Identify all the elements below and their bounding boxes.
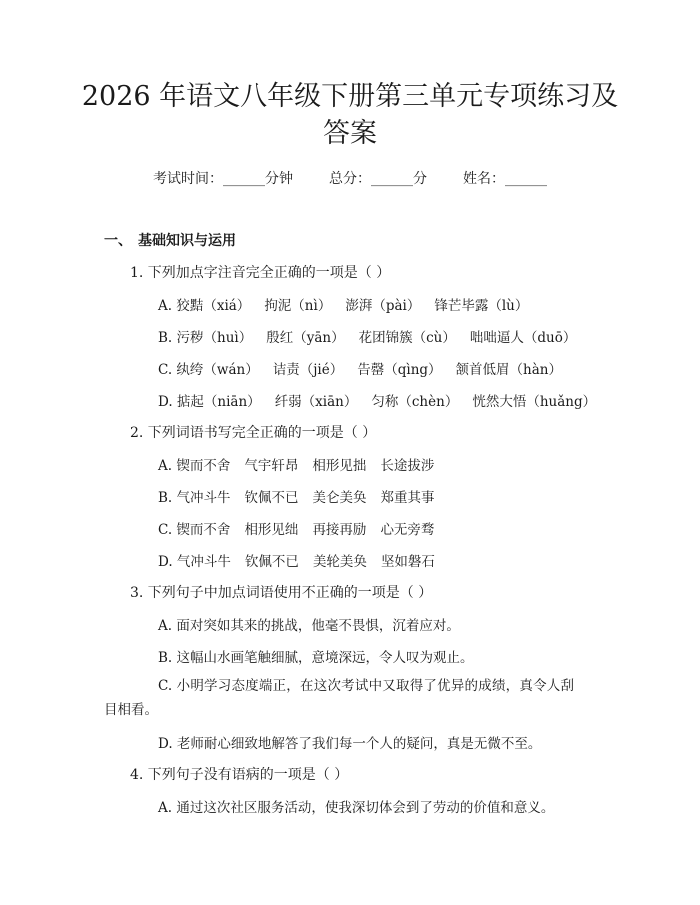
document-title <box>80 78 620 152</box>
exam-time: 考试时间：______分钟 <box>153 171 293 187</box>
question-3-stem: 3. 下列句子中加点词语使用不正确的一项是（ ） <box>130 585 433 601</box>
question-3-option-b: B. 这幅山水画笔触细腻，意境深远，令人叹为观止。 <box>158 650 474 666</box>
question-1-stem: 1. 下列加点字注音完全正确的一项是（ ） <box>130 265 391 281</box>
question-3-option-a: A. 面对突如其来的挑战，他毫不畏惧，沉着应对。 <box>158 618 460 634</box>
question-2-stem: 2. 下列词语书写完全正确的一项是（ ） <box>130 425 377 441</box>
exam-score: 总分：______分 <box>329 171 427 187</box>
question-1-option-c: C. 纨绔（wán） 诘责（jié） 告罄（qìng） 颔首低眉（hàn） <box>158 362 562 378</box>
section-number: 一、 <box>104 233 132 249</box>
question-2-option-b: B. 气冲斗牛 钦佩不已 美仑美奂 郑重其事 <box>158 490 435 506</box>
question-1-option-d: D. 掂起（niān） 纤弱（xiān） 匀称（chèn） 恍然大悟（huǎng） <box>158 394 597 410</box>
question-3-option-c: C. 小明学习态度端正，在这次考试中又取得了优异的成绩，真令人刮目相看。 <box>104 678 574 718</box>
question-4-stem: 4. 下列句子没有语病的一项是（ ） <box>130 767 349 783</box>
section-heading-1 <box>104 230 236 250</box>
title-line-2: 答案 <box>323 118 377 149</box>
question-2-option-a: A. 锲而不舍 气宇轩昂 相形见拙 长途拔涉 <box>158 458 435 474</box>
question-3-option-d: D. 老师耐心细致地解答了我们每一个人的疑问，真是无微不至。 <box>158 736 542 752</box>
question-4-option-a: A. 通过这次社区服务活动，使我深切体会到了劳动的价值和意义。 <box>158 800 555 816</box>
question-1-option-b: B. 污秽（huì） 殷红（yān） 花团锦簇（cù） 咄咄逼人（duō） <box>158 330 577 346</box>
question-2-option-c: C. 锲而不舍 相形见绌 再接再励 心无旁骛 <box>158 522 435 538</box>
section-title: 基础知识与运用 <box>138 233 236 249</box>
question-1-option-a: A. 狡黠（xiá） 拘泥（nì） 澎湃（pài） 锋芒毕露（lù） <box>158 298 529 314</box>
student-name: 姓名：______ <box>463 171 547 187</box>
exam-meta <box>0 168 700 188</box>
title-line-1: 2026 年语文八年级下册第三单元专项练习及 <box>81 81 619 112</box>
question-2-option-d: D. 气冲斗牛 钦佩不已 美轮美奂 坚如磐石 <box>158 554 435 570</box>
